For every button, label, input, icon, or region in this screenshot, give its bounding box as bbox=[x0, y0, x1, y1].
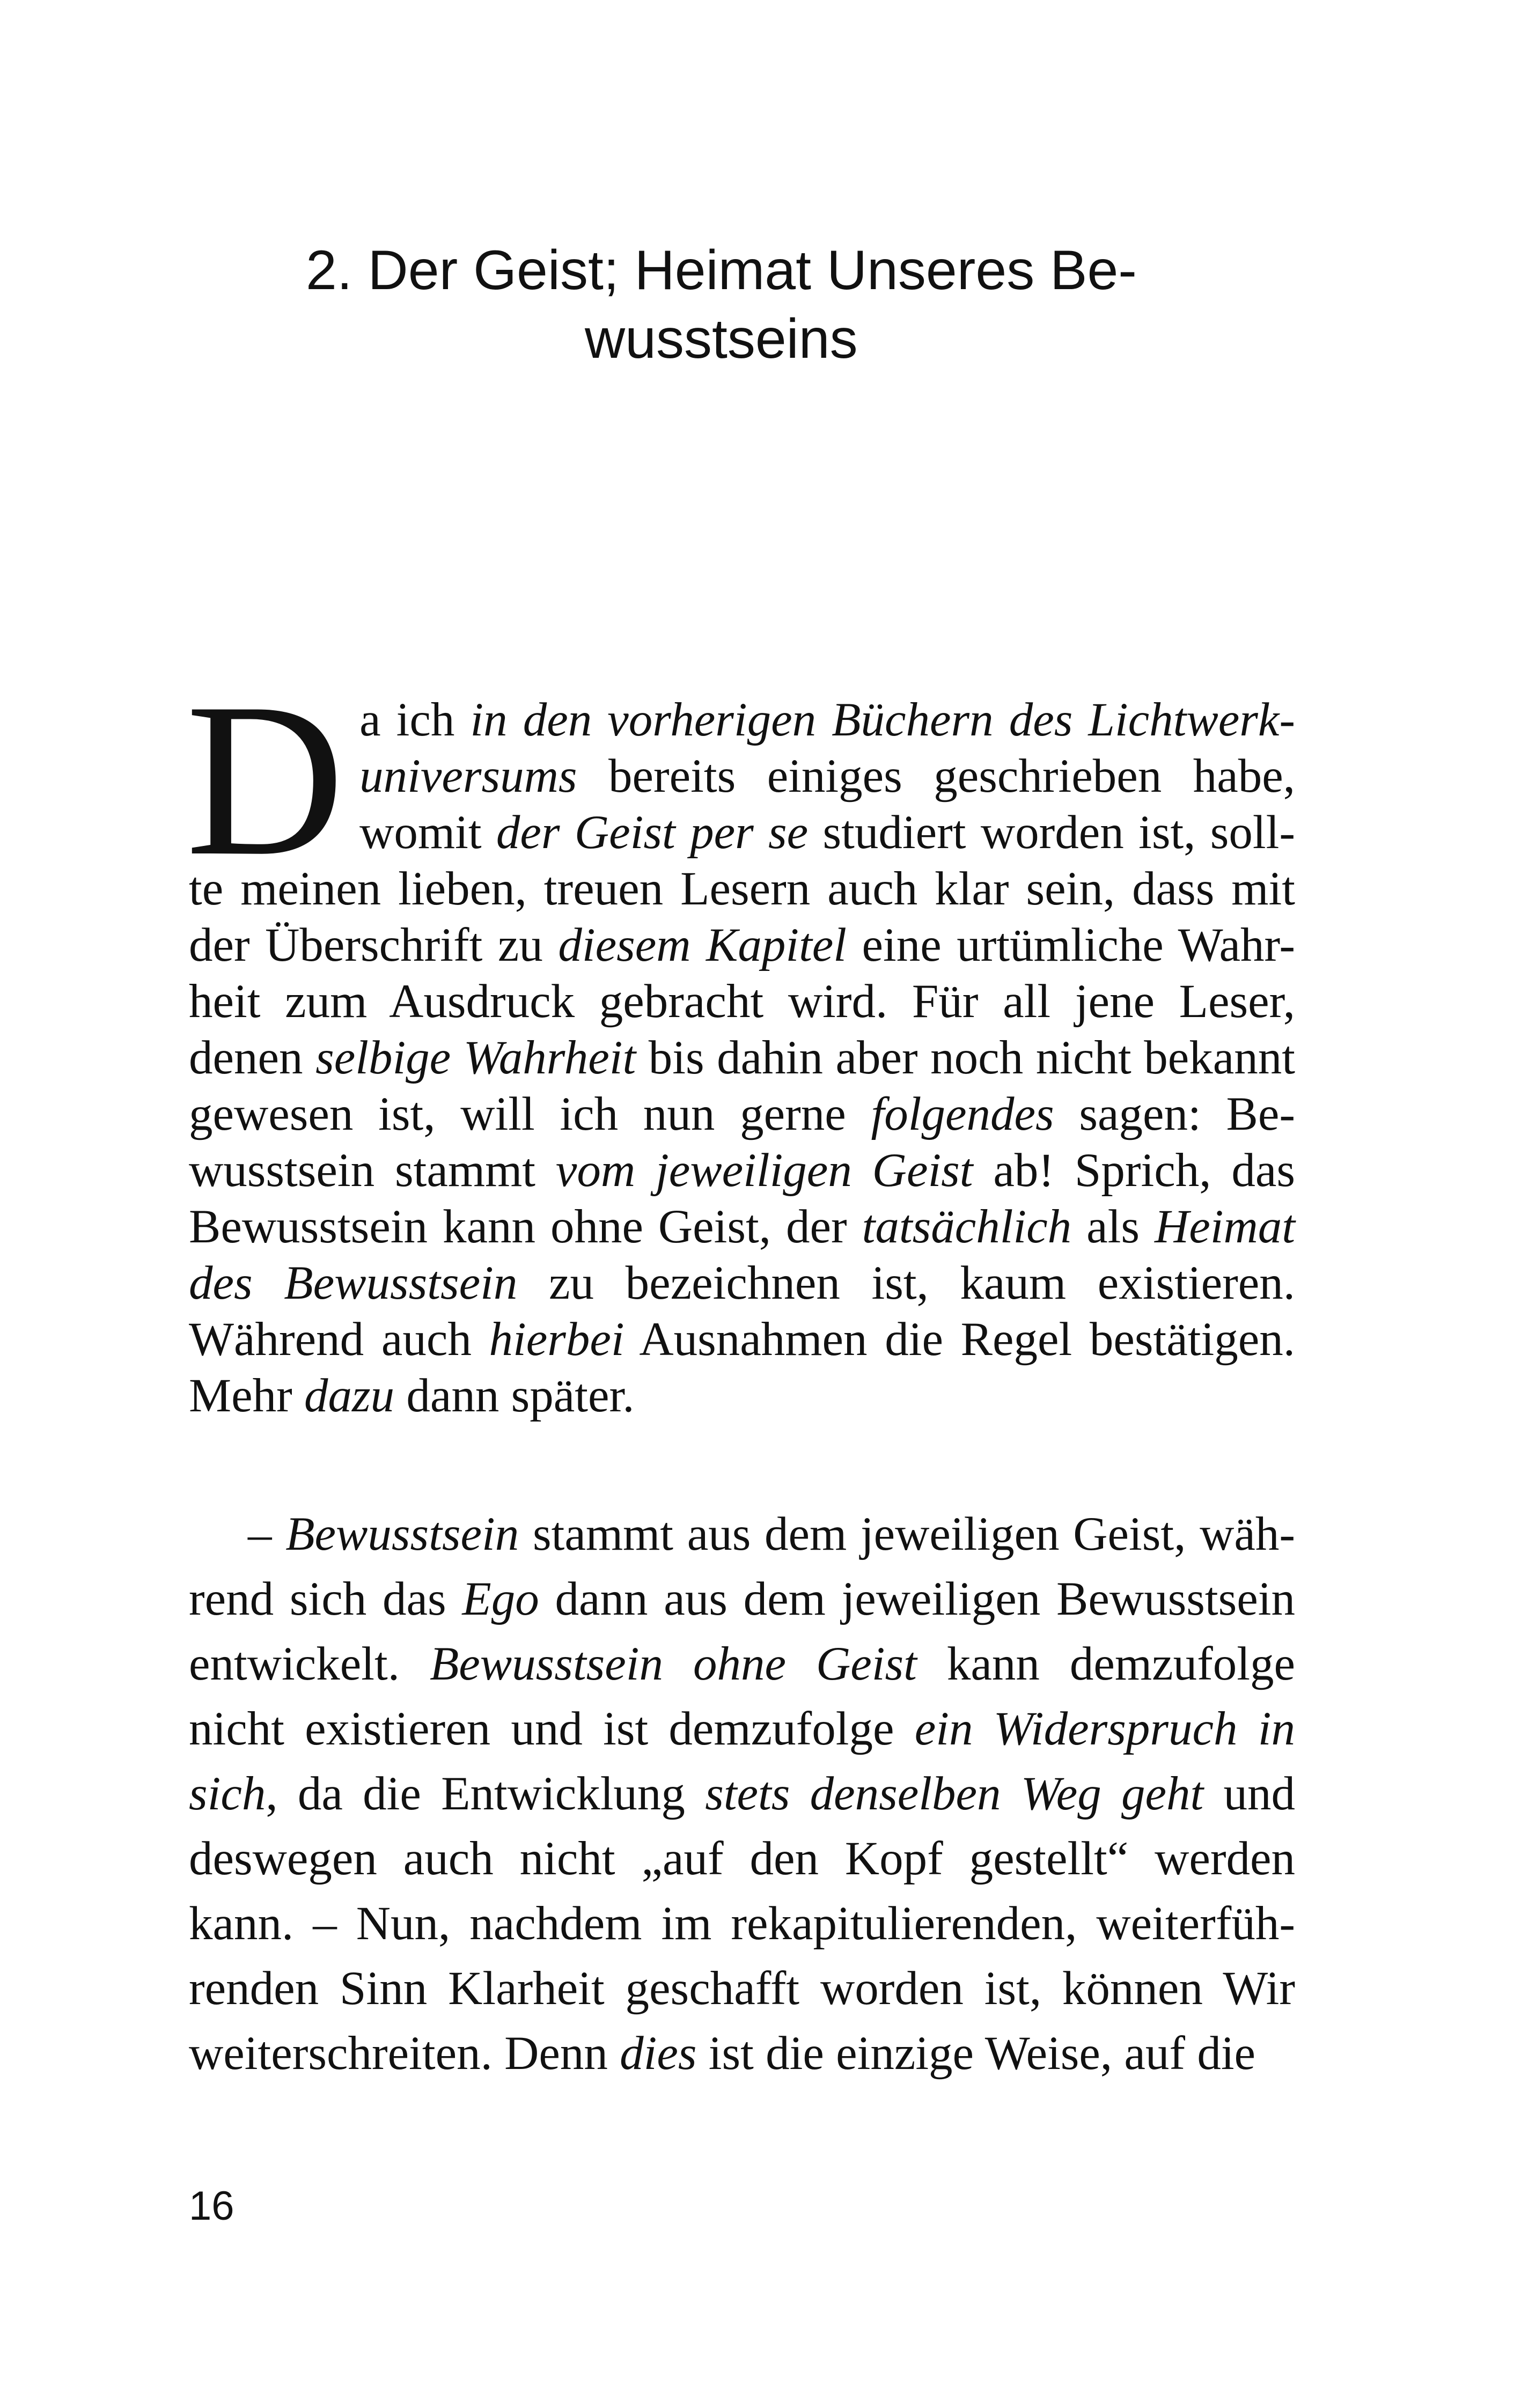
italic-text-run: vom jeweiligen Geist bbox=[555, 1144, 973, 1197]
italic-text-run: stets denselben Weg geht bbox=[705, 1768, 1204, 1820]
italic-text-run: Bewusstsein bbox=[285, 1508, 519, 1560]
italic-text-run: Heimat des Bewusstsein bbox=[189, 1201, 1295, 1309]
italic-text-run: der Geist per se bbox=[496, 806, 809, 859]
italic-text-run: selbige Wahrheit bbox=[315, 1032, 636, 1084]
chapter-title bbox=[306, 236, 1250, 373]
text-run: a ich bbox=[359, 694, 471, 746]
text-run: , da die Entwicklung bbox=[266, 1768, 706, 1820]
drop-cap: D bbox=[186, 658, 345, 901]
text-run: als bbox=[1071, 1201, 1155, 1253]
italic-text-run: tatsächlich bbox=[862, 1201, 1072, 1253]
text-run: zu bezeichnen ist, kaum existieren. Während auch bbox=[189, 1257, 1295, 1366]
text-run: dann aus dem jeweiligen Bewusstsein entwickelt. bbox=[189, 1573, 1295, 1690]
text-run: – bbox=[248, 1508, 286, 1560]
text-run: eine urtümliche Wahr-heit zum Ausdruck gebracht wird. Für all jene Leser, denen bbox=[189, 919, 1296, 1084]
italic-text-run: diesem Kapitel bbox=[558, 919, 847, 971]
paragraph-1-text bbox=[189, 694, 1295, 1422]
text-run: sagen: Be-wusstsein stammt bbox=[189, 1088, 1295, 1197]
paragraph-2-text bbox=[189, 1508, 1295, 2080]
italic-text-run: Bewusstsein ohne Geist bbox=[429, 1638, 917, 1690]
chapter-title-line-2: wusstseins bbox=[585, 308, 858, 370]
text-run: studiert worden ist, soll-te meinen lieben, treuen Lesern auch klar sein, dass mit der Überschrift zu bbox=[189, 806, 1295, 971]
paragraph-1 bbox=[186, 658, 1296, 1424]
text-run: Ausnahmen die Regel bestätigen. Mehr bbox=[189, 1313, 1295, 1422]
text-run: dann später. bbox=[394, 1369, 635, 1422]
chapter-title-line-1: 2. Der Geist; Heimat Unseres Be- bbox=[306, 239, 1137, 301]
text-run: ist die einzige Weise, auf die bbox=[696, 2027, 1256, 2080]
italic-text-run: hierbei bbox=[489, 1313, 624, 1366]
text-run: ab! Sprich, das Bewusstsein kann ohne Geist, der bbox=[189, 1144, 1296, 1253]
italic-text-run: dies bbox=[620, 2027, 697, 2080]
italic-text-run: dazu bbox=[304, 1369, 395, 1422]
page-number: 16 bbox=[189, 2183, 234, 2229]
text-run: stammt aus dem jeweiligen Geist, wäh-rend sich das bbox=[189, 1508, 1295, 1625]
paragraph-2 bbox=[189, 1502, 1295, 2086]
italic-text-run: in den vorherigen Büchern des Lichtwerk-universums bbox=[359, 694, 1295, 802]
text-run: kann demzufolge nicht existieren und ist demzufolge bbox=[189, 1638, 1295, 1755]
text-run: und deswegen auch nicht „auf den Kopf gestellt“ werden kann. – Nun, nachdem im rekapitulierenden, weiterfüh-renden Sinn Klarheit geschafft worden ist, können Wir weiterschreiten. Denn bbox=[189, 1768, 1296, 2080]
text-run: bis dahin aber noch nicht bekannt gewesen ist, will ich nun gerne bbox=[189, 1032, 1295, 1140]
text-run: bereits einiges geschrieben habe, womit bbox=[359, 750, 1295, 859]
italic-text-run: folgendes bbox=[871, 1088, 1054, 1140]
italic-text-run: Ego bbox=[462, 1573, 539, 1625]
italic-text-run: ein Widerspruch in sich bbox=[189, 1703, 1296, 1820]
